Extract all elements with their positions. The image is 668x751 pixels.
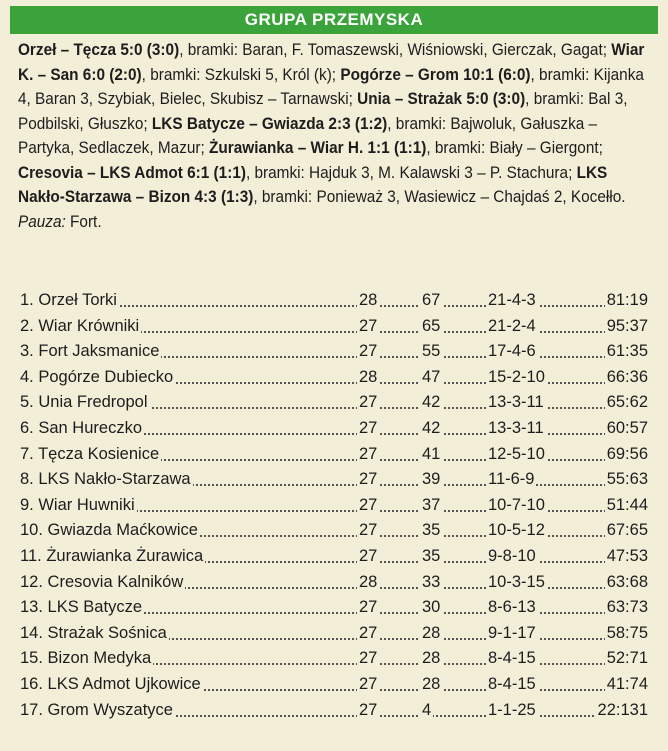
team-cell [20, 698, 175, 724]
team-name: Grom Wyszatyce [47, 700, 173, 719]
table-row [20, 672, 648, 698]
games-played: 27 [357, 595, 379, 621]
position-number: 2. [20, 316, 34, 335]
match-detail: , bramki: Kijanka 4, Baran 3, Szybiak, Bielec, Skubisz – Tarnawski; [18, 65, 644, 108]
points: 55 [420, 339, 442, 365]
match-score: Wiar K. – San 6:0 (2:0) [18, 41, 645, 84]
table-row [20, 314, 648, 340]
points: 35 [420, 518, 442, 544]
win-draw-loss: 11-6-9 [486, 467, 536, 493]
position-number: 13. [20, 598, 43, 617]
team-cell [20, 518, 200, 544]
points: 30 [420, 595, 442, 621]
match-detail: , bramki: Bal 3, Podbilski, Głuszko; [18, 90, 628, 133]
position-number: 16. [20, 674, 43, 693]
team-name: LKS Nakło-Starzawa [38, 470, 191, 489]
win-draw-loss: 9-8-10 [486, 544, 538, 570]
match-results [18, 38, 650, 234]
points: 42 [420, 416, 442, 442]
goal-ratio: 67:65 [605, 518, 648, 544]
games-played: 27 [357, 621, 379, 647]
team-name: Fort Jaksmanice [38, 342, 160, 361]
points: 41 [420, 442, 442, 468]
team-name: Unia Fredropol [38, 393, 148, 412]
win-draw-loss: 12-5-10 [486, 442, 547, 468]
table-row [20, 518, 648, 544]
position-number: 8. [20, 470, 34, 489]
win-draw-loss: 8-4-15 [486, 646, 538, 672]
team-name: Żurawianka Żurawica [46, 546, 204, 565]
section-title: GRUPA PRZEMYSKA [244, 10, 424, 29]
table-row [20, 467, 648, 493]
goal-ratio: 63:73 [605, 595, 648, 621]
table-row [20, 365, 648, 391]
games-played: 27 [357, 646, 379, 672]
games-played: 27 [357, 339, 379, 365]
table-row [20, 621, 648, 647]
team-cell [20, 570, 185, 596]
goal-ratio: 65:62 [605, 390, 648, 416]
goal-ratio: 63:68 [605, 570, 648, 596]
games-played: 27 [357, 442, 379, 468]
table-row [20, 544, 648, 570]
win-draw-loss: 10-7-10 [486, 493, 547, 519]
points: 39 [420, 467, 442, 493]
match-detail: Fort. [65, 212, 102, 231]
team-name: Gwiazda Maćkowice [47, 521, 198, 540]
table-row [20, 416, 648, 442]
table-row [20, 390, 648, 416]
position-number: 14. [20, 623, 43, 642]
goal-ratio: 66:36 [605, 365, 648, 391]
section-header [10, 6, 658, 34]
position-number: 9. [20, 495, 34, 514]
team-cell [20, 672, 203, 698]
games-played: 27 [357, 544, 379, 570]
team-name: Cresovia Kalników [47, 572, 184, 591]
position-number: 4. [20, 367, 34, 386]
points: 28 [420, 672, 442, 698]
goal-ratio: 55:63 [605, 467, 648, 493]
team-cell [20, 365, 175, 391]
team-cell [20, 390, 150, 416]
team-name: LKS Admot Ujkowice [47, 674, 201, 693]
win-draw-loss: 8-4-15 [486, 672, 538, 698]
team-cell [20, 621, 169, 647]
goal-ratio: 51:44 [605, 493, 648, 519]
points: 33 [420, 570, 442, 596]
games-played: 28 [357, 288, 379, 314]
match-score: Żurawianka – Wiar H. 1:1 (1:1) [209, 139, 427, 157]
team-name: Bizon Medyka [47, 649, 152, 668]
games-played: 28 [357, 365, 379, 391]
points: 65 [420, 314, 442, 340]
win-draw-loss: 17-4-6 [486, 339, 538, 365]
match-detail: , bramki: Szkulski 5, Król (k); [141, 65, 341, 84]
goal-ratio: 69:56 [605, 442, 648, 468]
match-score: Orzeł – Tęcza 5:0 (3:0) [18, 41, 180, 59]
points: 67 [420, 288, 442, 314]
goal-ratio: 81:19 [605, 288, 648, 314]
points: 28 [420, 646, 442, 672]
games-played: 28 [357, 570, 379, 596]
position-number: 17. [20, 700, 43, 719]
team-cell [20, 595, 144, 621]
table-row [20, 493, 648, 519]
match-detail: , bramki: Biały – Giergont; [426, 139, 603, 157]
match-detail: , bramki: Ponieważ 3, Wasiewicz – Chajdaś 2, Kocełło. [253, 188, 626, 206]
position-number: 7. [20, 444, 34, 463]
games-played: 27 [357, 390, 379, 416]
team-name: San Hureczko [38, 418, 142, 437]
table-row [20, 698, 648, 724]
table-row [20, 339, 648, 365]
goal-ratio: 95:37 [605, 314, 648, 340]
win-draw-loss: 15-2-10 [486, 365, 547, 391]
games-played: 27 [357, 314, 379, 340]
games-played: 27 [357, 698, 379, 724]
position-number: 1. [20, 291, 34, 309]
pause-label: Pauza: [18, 212, 66, 231]
team-name: Tęcza Kosienice [38, 444, 160, 463]
position-number: 10. [20, 521, 43, 540]
table-row [20, 288, 648, 314]
goal-ratio: 58:75 [605, 621, 648, 647]
table-row [20, 646, 648, 672]
match-score: Unia – Strażak 5:0 (3:0) [357, 90, 526, 108]
match-score: LKS Batycze – Gwiazda 2:3 (1:2) [151, 114, 388, 133]
win-draw-loss: 13-3-11 [486, 416, 546, 442]
goal-ratio: 41:74 [605, 672, 648, 698]
points: 4 [420, 698, 433, 724]
team-cell [20, 416, 144, 442]
team-cell [20, 442, 161, 468]
team-cell [20, 288, 119, 314]
match-score: Pogórze – Grom 10:1 (6:0) [340, 65, 531, 84]
team-name: Wiar Huwniki [38, 495, 135, 514]
team-cell [20, 314, 141, 340]
win-draw-loss: 10-5-12 [486, 518, 547, 544]
win-draw-loss: 1-1-25 [486, 698, 538, 724]
win-draw-loss: 9-1-17 [486, 621, 538, 647]
goal-ratio: 52:71 [605, 646, 648, 672]
match-score: Cresovia – LKS Admot 6:1 (1:1) [18, 163, 246, 182]
goal-ratio: 60:57 [605, 416, 648, 442]
position-number: 15. [20, 649, 43, 668]
position-number: 5. [20, 393, 34, 412]
match-detail: , bramki: Hajduk 3, M. Kalawski 3 – P. Stachura; [245, 163, 577, 182]
games-played: 27 [357, 672, 379, 698]
team-name: Orzeł Torki [38, 291, 117, 309]
team-name: Strażak Sośnica [47, 623, 167, 642]
position-number: 11. [20, 546, 42, 565]
team-cell [20, 339, 161, 365]
win-draw-loss: 10-3-15 [486, 570, 547, 596]
points: 47 [420, 365, 442, 391]
team-name: Pogórze Dubiecko [38, 367, 174, 386]
table-row [20, 442, 648, 468]
win-draw-loss: 21-4-3 [486, 288, 538, 314]
win-draw-loss: 21-2-4 [486, 314, 538, 340]
team-cell [20, 544, 205, 570]
team-name: Wiar Krówniki [38, 316, 140, 335]
points: 28 [420, 621, 442, 647]
points: 42 [420, 390, 442, 416]
position-number: 12. [20, 572, 43, 591]
team-cell [20, 467, 193, 493]
position-number: 3. [20, 342, 34, 361]
goal-ratio: 47:53 [605, 544, 648, 570]
match-detail: , bramki: Bajwoluk, Gałuszka – Partyka, Sedlaczek, Mazur; [18, 114, 598, 157]
standings-table [20, 288, 648, 723]
team-cell [20, 493, 137, 519]
team-name: LKS Batycze [47, 598, 142, 617]
position-number: 6. [20, 418, 34, 437]
points: 35 [420, 544, 442, 570]
win-draw-loss: 8-6-13 [486, 595, 538, 621]
goal-ratio: 61:35 [605, 339, 648, 365]
games-played: 27 [357, 493, 379, 519]
match-score: LKS Nakło-Starzawa – Bizon 4:3 (1:3) [18, 163, 608, 206]
points: 37 [420, 493, 442, 519]
table-row [20, 595, 648, 621]
team-cell [20, 646, 153, 672]
match-detail: , bramki: Baran, F. Tomaszewski, Wiśniowski, Gierczak, Gagat; [179, 41, 612, 59]
games-played: 27 [357, 416, 379, 442]
table-row [20, 570, 648, 596]
games-played: 27 [357, 467, 379, 493]
goal-ratio: 22:131 [596, 698, 648, 724]
games-played: 27 [357, 518, 379, 544]
win-draw-loss: 13-3-11 [486, 390, 546, 416]
